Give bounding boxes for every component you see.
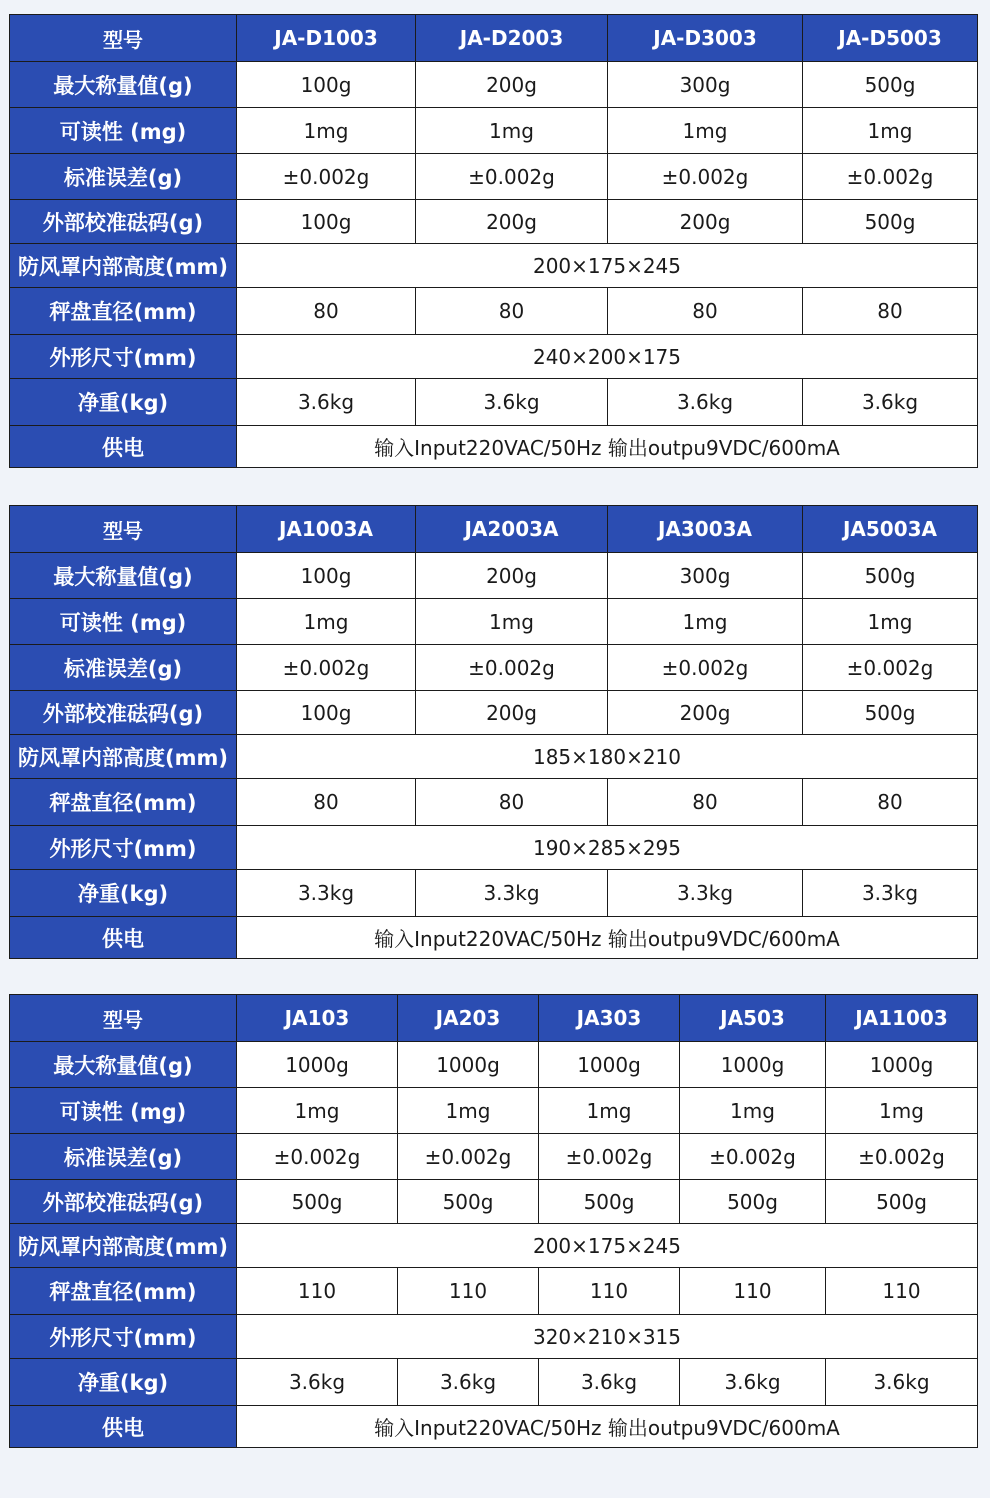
spec-value: 1mg bbox=[237, 108, 416, 154]
spec-value: 200g bbox=[608, 691, 803, 735]
spec-value-merged: 输入Input220VAC/50Hz 输出outpu9VDC/600mA bbox=[237, 1406, 978, 1448]
spec-table-3 bbox=[9, 994, 978, 1448]
spec-value: 100g bbox=[237, 62, 416, 108]
spec-value: 3.6kg bbox=[416, 379, 608, 426]
row-standard-error bbox=[10, 645, 978, 691]
spec-value: 200g bbox=[608, 200, 803, 244]
row-calibration-weight bbox=[10, 1180, 978, 1224]
row-label: 最大称量值(g) bbox=[10, 553, 237, 599]
model-name: JA1003A bbox=[237, 506, 416, 553]
spec-value: 1mg bbox=[608, 108, 803, 154]
spec-value: 500g bbox=[803, 62, 978, 108]
row-label: 外部校准砝码(g) bbox=[10, 200, 237, 244]
spec-value: 1000g bbox=[539, 1042, 680, 1088]
spec-value: 1mg bbox=[680, 1088, 826, 1134]
model-name: JA11003 bbox=[826, 995, 978, 1042]
spec-value: ±0.002g bbox=[398, 1134, 539, 1180]
model-name: JA-D5003 bbox=[803, 15, 978, 62]
row-label: 标准误差(g) bbox=[10, 1134, 237, 1180]
row-label: 外形尺寸(mm) bbox=[10, 826, 237, 870]
spec-value: 100g bbox=[237, 200, 416, 244]
row-readability bbox=[10, 108, 978, 154]
row-label: 供电 bbox=[10, 426, 237, 468]
row-power-supply bbox=[10, 426, 978, 468]
model-name: JA2003A bbox=[416, 506, 608, 553]
row-net-weight bbox=[10, 1359, 978, 1406]
spec-value: 500g bbox=[237, 1180, 398, 1224]
spec-value: 80 bbox=[416, 779, 608, 826]
spec-value: 80 bbox=[237, 779, 416, 826]
row-label: 可读性 (mg) bbox=[10, 599, 237, 645]
row-label: 外形尺寸(mm) bbox=[10, 335, 237, 379]
row-readability bbox=[10, 1088, 978, 1134]
row-pan-diameter bbox=[10, 288, 978, 335]
spec-table-2 bbox=[9, 505, 978, 959]
spec-value: 1mg bbox=[803, 599, 978, 645]
spec-value: 1mg bbox=[803, 108, 978, 154]
spec-table-1 bbox=[9, 14, 978, 468]
spec-value: ±0.002g bbox=[237, 154, 416, 200]
spec-value: 1mg bbox=[237, 599, 416, 645]
spec-value: 110 bbox=[237, 1268, 398, 1315]
spec-value: 200g bbox=[416, 200, 608, 244]
spec-value: ±0.002g bbox=[237, 645, 416, 691]
spec-value: 200g bbox=[416, 691, 608, 735]
row-pan-diameter bbox=[10, 779, 978, 826]
spec-value: 1000g bbox=[826, 1042, 978, 1088]
spec-value-merged: 320×210×315 bbox=[237, 1315, 978, 1359]
spec-value: 3.6kg bbox=[826, 1359, 978, 1406]
spec-value: ±0.002g bbox=[416, 154, 608, 200]
spec-value: ±0.002g bbox=[237, 1134, 398, 1180]
spec-value-merged: 185×180×210 bbox=[237, 735, 978, 779]
row-label: 净重(kg) bbox=[10, 870, 237, 917]
spec-value: 110 bbox=[826, 1268, 978, 1315]
row-label: 净重(kg) bbox=[10, 1359, 237, 1406]
model-name: JA3003A bbox=[608, 506, 803, 553]
spec-value: 110 bbox=[539, 1268, 680, 1315]
model-name: JA103 bbox=[237, 995, 398, 1042]
row-label: 秤盘直径(mm) bbox=[10, 779, 237, 826]
spec-value: 200g bbox=[416, 62, 608, 108]
spec-value: 3.6kg bbox=[608, 379, 803, 426]
row-label: 外形尺寸(mm) bbox=[10, 1315, 237, 1359]
spec-value: 500g bbox=[803, 691, 978, 735]
spec-value: 80 bbox=[803, 779, 978, 826]
model-name: JA503 bbox=[680, 995, 826, 1042]
spec-value: 3.6kg bbox=[539, 1359, 680, 1406]
spec-value: 110 bbox=[680, 1268, 826, 1315]
spec-value: 80 bbox=[803, 288, 978, 335]
row-label: 外部校准砝码(g) bbox=[10, 691, 237, 735]
spec-value: 200g bbox=[416, 553, 608, 599]
row-max-capacity bbox=[10, 1042, 978, 1088]
spec-value: 500g bbox=[803, 553, 978, 599]
row-label: 可读性 (mg) bbox=[10, 1088, 237, 1134]
row-dimensions bbox=[10, 335, 978, 379]
row-windshield-height bbox=[10, 1224, 978, 1268]
row-dimensions bbox=[10, 1315, 978, 1359]
spec-value: 500g bbox=[539, 1180, 680, 1224]
spec-value: ±0.002g bbox=[539, 1134, 680, 1180]
spec-value: 1mg bbox=[237, 1088, 398, 1134]
row-label: 标准误差(g) bbox=[10, 645, 237, 691]
spec-value-merged: 输入Input220VAC/50Hz 输出outpu9VDC/600mA bbox=[237, 426, 978, 468]
row-label: 秤盘直径(mm) bbox=[10, 288, 237, 335]
row-label: 净重(kg) bbox=[10, 379, 237, 426]
row-windshield-height bbox=[10, 244, 978, 288]
spec-value: 3.3kg bbox=[237, 870, 416, 917]
spec-value: 1mg bbox=[539, 1088, 680, 1134]
spec-value: 1000g bbox=[237, 1042, 398, 1088]
spec-value: 1mg bbox=[826, 1088, 978, 1134]
model-name: JA-D1003 bbox=[237, 15, 416, 62]
spec-value: 500g bbox=[803, 200, 978, 244]
spec-value: 80 bbox=[237, 288, 416, 335]
row-label: 供电 bbox=[10, 917, 237, 959]
spec-value: ±0.002g bbox=[416, 645, 608, 691]
spec-value-merged: 240×200×175 bbox=[237, 335, 978, 379]
spec-value: 110 bbox=[398, 1268, 539, 1315]
spec-value: 1mg bbox=[416, 108, 608, 154]
row-power-supply bbox=[10, 1406, 978, 1448]
model-name: JA303 bbox=[539, 995, 680, 1042]
spec-value: 300g bbox=[608, 62, 803, 108]
spec-value: ±0.002g bbox=[803, 154, 978, 200]
row-calibration-weight bbox=[10, 691, 978, 735]
spec-value: 3.6kg bbox=[680, 1359, 826, 1406]
spec-value: 1mg bbox=[416, 599, 608, 645]
model-name: JA203 bbox=[398, 995, 539, 1042]
spec-value: 1mg bbox=[398, 1088, 539, 1134]
spec-value: 500g bbox=[398, 1180, 539, 1224]
spec-value: 3.6kg bbox=[237, 379, 416, 426]
spec-value: 100g bbox=[237, 691, 416, 735]
row-label: 防风罩内部高度(mm) bbox=[10, 1224, 237, 1268]
row-label: 防风罩内部高度(mm) bbox=[10, 735, 237, 779]
spec-value: 80 bbox=[608, 288, 803, 335]
model-header-label: 型号 bbox=[10, 995, 237, 1042]
spec-value: 3.6kg bbox=[803, 379, 978, 426]
model-name: JA-D2003 bbox=[416, 15, 608, 62]
row-power-supply bbox=[10, 917, 978, 959]
spec-value: 3.6kg bbox=[398, 1359, 539, 1406]
model-name: JA-D3003 bbox=[608, 15, 803, 62]
row-max-capacity bbox=[10, 62, 978, 108]
row-label: 最大称量值(g) bbox=[10, 62, 237, 108]
spec-value-merged: 200×175×245 bbox=[237, 1224, 978, 1268]
spec-value: ±0.002g bbox=[680, 1134, 826, 1180]
spec-value: 3.6kg bbox=[237, 1359, 398, 1406]
row-label: 可读性 (mg) bbox=[10, 108, 237, 154]
spec-value: 3.3kg bbox=[608, 870, 803, 917]
row-windshield-height bbox=[10, 735, 978, 779]
model-name: JA5003A bbox=[803, 506, 978, 553]
row-label: 最大称量值(g) bbox=[10, 1042, 237, 1088]
row-standard-error bbox=[10, 1134, 978, 1180]
model-header-label: 型号 bbox=[10, 506, 237, 553]
spec-value: 500g bbox=[680, 1180, 826, 1224]
row-net-weight bbox=[10, 870, 978, 917]
row-calibration-weight bbox=[10, 200, 978, 244]
model-header-label: 型号 bbox=[10, 15, 237, 62]
spec-value: 80 bbox=[608, 779, 803, 826]
spec-value: 500g bbox=[826, 1180, 978, 1224]
row-standard-error bbox=[10, 154, 978, 200]
row-readability bbox=[10, 599, 978, 645]
spec-value: 300g bbox=[608, 553, 803, 599]
row-label: 秤盘直径(mm) bbox=[10, 1268, 237, 1315]
spec-value-merged: 200×175×245 bbox=[237, 244, 978, 288]
spec-value: 100g bbox=[237, 553, 416, 599]
spec-value: 3.3kg bbox=[416, 870, 608, 917]
spec-value: 1mg bbox=[608, 599, 803, 645]
row-label: 供电 bbox=[10, 1406, 237, 1448]
row-dimensions bbox=[10, 826, 978, 870]
row-label: 防风罩内部高度(mm) bbox=[10, 244, 237, 288]
spec-value: ±0.002g bbox=[608, 154, 803, 200]
spec-value: 80 bbox=[416, 288, 608, 335]
spec-value: 1000g bbox=[398, 1042, 539, 1088]
spec-value: ±0.002g bbox=[803, 645, 978, 691]
row-label: 外部校准砝码(g) bbox=[10, 1180, 237, 1224]
spec-value-merged: 输入Input220VAC/50Hz 输出outpu9VDC/600mA bbox=[237, 917, 978, 959]
spec-value: 3.3kg bbox=[803, 870, 978, 917]
row-pan-diameter bbox=[10, 1268, 978, 1315]
row-net-weight bbox=[10, 379, 978, 426]
spec-value: ±0.002g bbox=[826, 1134, 978, 1180]
row-max-capacity bbox=[10, 553, 978, 599]
spec-value: ±0.002g bbox=[608, 645, 803, 691]
spec-value: 1000g bbox=[680, 1042, 826, 1088]
spec-value-merged: 190×285×295 bbox=[237, 826, 978, 870]
row-label: 标准误差(g) bbox=[10, 154, 237, 200]
